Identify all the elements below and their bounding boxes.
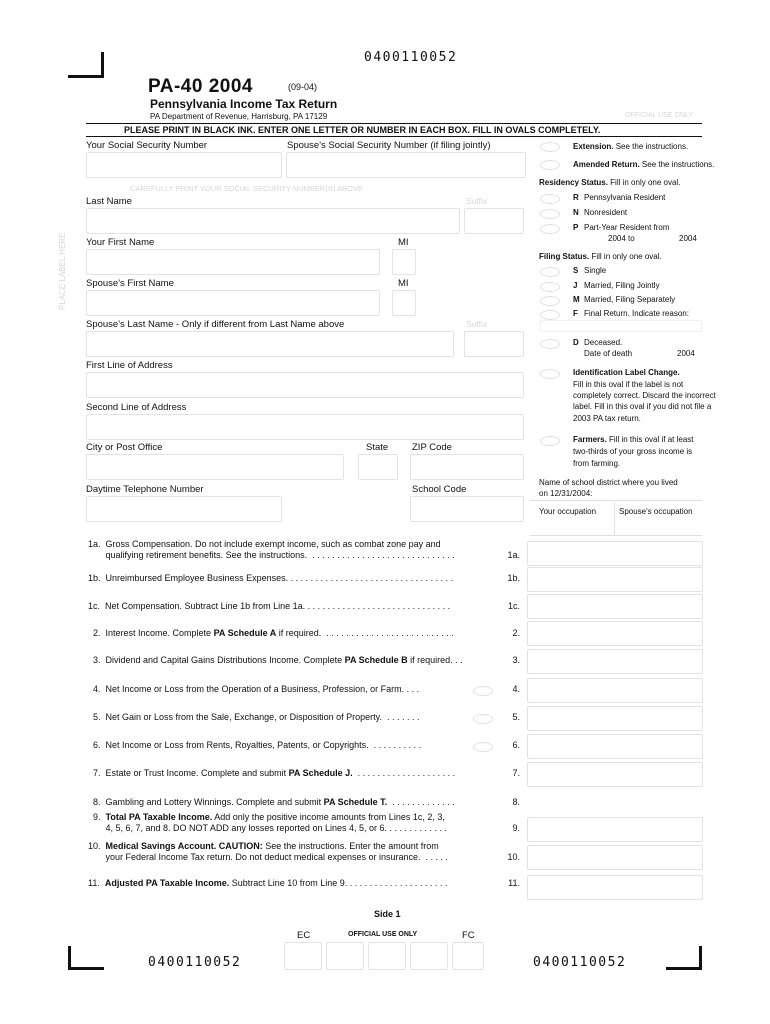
form-title: Pennsylvania Income Tax Return xyxy=(150,97,338,111)
income-line-amount-input[interactable] xyxy=(527,621,703,646)
income-line-12 xyxy=(88,841,520,863)
id-label-change-title: Identification Label Change. xyxy=(573,368,680,377)
income-line-1 xyxy=(88,539,520,561)
income-line-11 xyxy=(88,812,520,834)
income-line-number: 7. xyxy=(512,768,520,778)
spouse-first-name-label: Spouse's First Name xyxy=(86,278,174,289)
income-line-text: 1b. Unreimbursed Employee Business Expenses. . . . . . . . . . . . . . . . . . . . . . . . . . . . . . . . . . xyxy=(88,573,454,583)
income-line-amount-input[interactable] xyxy=(527,817,703,842)
fc-box xyxy=(452,942,484,970)
income-line-number: 3. xyxy=(512,655,520,665)
barcode-bottom-right: 0400110052 xyxy=(533,955,627,970)
occupation-bottom-rule xyxy=(530,535,702,536)
id-label-change-oval[interactable] xyxy=(540,369,560,379)
filing-s-oval[interactable] xyxy=(540,267,560,277)
registration-mark-top-left xyxy=(68,52,104,78)
department-address: PA Department of Revenue, Harrisburg, PA 17129 xyxy=(150,112,328,121)
school-district-line1: Name of school district where you lived xyxy=(539,478,678,487)
id-label-change-line3: label. Fill in this oval if you did not file a xyxy=(573,402,712,411)
zip-input[interactable] xyxy=(410,454,524,480)
first-name-input[interactable] xyxy=(86,249,380,275)
income-line-9 xyxy=(88,768,520,779)
residency-n-letter: N xyxy=(573,208,579,217)
date-of-death-year: 2004 xyxy=(677,349,695,358)
income-line-number: 1a. xyxy=(507,550,520,560)
income-line-number: 2. xyxy=(512,628,520,638)
income-line-13 xyxy=(88,878,520,889)
phone-input[interactable] xyxy=(86,496,282,522)
spouse-occupation-label: Spouse's occupation xyxy=(619,507,693,516)
income-line-amount-input[interactable] xyxy=(527,734,703,759)
spouse-suffix-label: Suffix xyxy=(466,319,488,329)
income-line-6 xyxy=(88,684,520,695)
school-district-line2: on 12/31/2004: xyxy=(539,489,593,498)
id-label-change-line2: completely correct. Discard the incorrect xyxy=(573,391,716,400)
barcode-bottom-left: 0400110052 xyxy=(148,955,242,970)
residency-title: Residency Status. xyxy=(539,178,608,187)
header-rule xyxy=(86,123,702,124)
official-use-boxes xyxy=(284,942,484,970)
registration-mark-bottom-left xyxy=(68,946,104,970)
income-line-text: 10. Medical Savings Account. CAUTION: See the instructions. Enter the amount from xyxy=(88,841,439,851)
mi-input[interactable] xyxy=(392,249,416,275)
ssn-input[interactable] xyxy=(86,152,282,178)
farmers-line3: from farming. xyxy=(573,459,621,468)
print-instruction: PLEASE PRINT IN BLACK INK. ENTER ONE LETTER OR NUMBER IN EACH BOX. FILL IN OVALS COMPLETELY. xyxy=(124,125,601,135)
official-box-2 xyxy=(368,942,406,970)
date-of-death-label: Date of death xyxy=(584,349,633,358)
farmers-line2: two-thirds of your gross income is xyxy=(573,447,693,456)
income-line-amount-input[interactable] xyxy=(527,845,703,870)
deceased-oval[interactable] xyxy=(540,339,560,349)
registration-mark-bottom-right xyxy=(666,946,702,970)
farmers-text xyxy=(573,434,694,445)
income-line-amount-input[interactable] xyxy=(527,875,703,900)
instruction-rule xyxy=(86,136,702,137)
official-box-3 xyxy=(410,942,448,970)
income-line-10 xyxy=(88,797,520,808)
deceased-letter: D xyxy=(573,338,579,347)
spouse-ssn-input[interactable] xyxy=(286,152,526,178)
income-line-number: 10. xyxy=(507,852,520,862)
suffix-input[interactable] xyxy=(464,208,524,234)
income-line-text: 6. Net Income or Loss from Rents, Royalties, Patents, or Copyrights. . . . . . . . . . . xyxy=(88,740,422,750)
income-line-amount-input[interactable] xyxy=(527,567,703,592)
filing-s-label: Single xyxy=(584,266,607,275)
residency-r-label: Pennsylvania Resident xyxy=(584,193,666,202)
income-line-text: 2. Interest Income. Complete PA Schedule A if required. . . . . . . . . . . . . . . . . . . . . . . . . . . xyxy=(88,628,454,638)
spouse-mi-input[interactable] xyxy=(392,290,416,316)
income-line-text: 9. Total PA Taxable Income. Add only the positive income amounts from Lines 1c, 2, 3, xyxy=(88,812,445,822)
occupation-label: Your occupation xyxy=(539,507,597,516)
official-box-1 xyxy=(326,942,364,970)
income-line-text: 3. Dividend and Capital Gains Distributions Income. Complete PA Schedule B if required. . . xyxy=(88,655,463,665)
residency-r-oval[interactable] xyxy=(540,194,560,204)
state-input[interactable] xyxy=(358,454,398,480)
income-line-3 xyxy=(88,601,520,612)
income-line-8 xyxy=(88,740,520,751)
filing-title: Filing Status. xyxy=(539,252,590,261)
mi-label: MI xyxy=(398,237,409,248)
income-line-2 xyxy=(88,573,520,584)
farmers-line1: Fill in this oval if at least xyxy=(609,435,694,444)
farmers-oval[interactable] xyxy=(540,436,560,446)
ec-box xyxy=(284,942,322,970)
income-line-amount-input[interactable] xyxy=(527,762,703,787)
official-use-ghost: OFFICIAL USE ONLY xyxy=(625,112,694,119)
filing-j-letter: J xyxy=(573,281,578,290)
loss-oval[interactable] xyxy=(473,742,493,752)
amended-oval[interactable] xyxy=(540,160,560,170)
ssn-ghost-note: CAREFULLY PRINT YOUR SOCIAL SECURITY NUMBER(S) ABOVE xyxy=(130,184,363,193)
extension-title: Extension. xyxy=(573,142,614,151)
amended-text xyxy=(573,159,714,170)
filing-j-label: Married, Filing Jointly xyxy=(584,281,660,290)
income-line-text: 8. Gambling and Lottery Winnings. Complete and submit PA Schedule T. . . . . . . . . . . . . . xyxy=(88,797,455,807)
income-line-7 xyxy=(88,712,520,723)
final-return-reason-input[interactable] xyxy=(540,320,702,332)
extension-oval[interactable] xyxy=(540,142,560,152)
deceased-label: Deceased. xyxy=(584,338,623,347)
last-name-label: Last Name xyxy=(86,196,132,207)
income-line-text-continued: your Federal Income Tax return. Do not deduct medical expenses or insurance. . . . . . xyxy=(88,852,449,862)
residency-n-label: Nonresident xyxy=(584,208,628,217)
income-line-number: 9. xyxy=(512,823,520,833)
amended-title: Amended Return. xyxy=(573,160,640,169)
form-id: PA-40 2004 xyxy=(148,76,253,97)
side-label: Side 1 xyxy=(374,909,401,919)
spouse-last-name-label: Spouse's Last Name - Only if different from Last Name above xyxy=(86,319,345,330)
filing-m-letter: M xyxy=(573,295,580,304)
school-code-input[interactable] xyxy=(410,496,524,522)
income-line-text: 4. Net Income or Loss from the Operation of a Business, Profession, or Farm. . . . xyxy=(88,684,420,694)
filing-f-letter: F xyxy=(573,309,578,318)
filing-f-oval[interactable] xyxy=(540,310,560,320)
residency-note: Fill in only one oval. xyxy=(610,178,681,187)
ssn-label: Your Social Security Number xyxy=(86,140,208,151)
income-line-number: 1c. xyxy=(507,601,520,611)
address2-input[interactable] xyxy=(86,414,524,440)
income-line-number: 11. xyxy=(508,878,520,888)
first-name-label: Your First Name xyxy=(86,237,155,248)
barcode-top: 0400110052 xyxy=(364,50,458,65)
income-line-number: 6. xyxy=(512,740,520,750)
spouse-ssn-label: Spouse's Social Security Number (if filing jointly) xyxy=(287,140,491,151)
occupation-divider xyxy=(614,503,615,535)
address1-input[interactable] xyxy=(86,372,524,398)
extension-text xyxy=(573,141,688,152)
id-label-change-line1: Fill in this oval if the label is not xyxy=(573,380,684,389)
spouse-first-name-input[interactable] xyxy=(86,290,380,316)
form-revision: (09-04) xyxy=(288,82,318,92)
residency-n-oval[interactable] xyxy=(540,209,560,219)
residency-p-letter: P xyxy=(573,223,579,232)
filing-heading xyxy=(539,251,662,262)
phone-label: Daytime Telephone Number xyxy=(86,484,204,495)
filing-note: Fill in only one oval. xyxy=(591,252,662,261)
income-line-text: 11. Adjusted PA Taxable Income. Subtract Line 10 from Line 9. . . . . . . . . . . . . . . . . . . . . xyxy=(88,878,448,888)
farmers-title: Farmers. xyxy=(573,435,607,444)
state-label: State xyxy=(366,442,389,453)
ec-label: EC xyxy=(297,930,311,941)
income-line-number: 1b. xyxy=(507,573,520,583)
filing-s-letter: S xyxy=(573,266,579,275)
residency-p-oval[interactable] xyxy=(540,224,560,234)
income-line-amount-input[interactable] xyxy=(527,541,703,566)
income-line-amount-input[interactable] xyxy=(527,706,703,731)
id-label-change-line4: 2003 PA tax return. xyxy=(573,414,641,423)
fc-label: FC xyxy=(462,930,475,941)
filing-j-oval[interactable] xyxy=(540,282,560,292)
loss-oval[interactable] xyxy=(473,686,493,696)
filing-f-label: Final Return. Indicate reason: xyxy=(584,309,689,318)
loss-oval[interactable] xyxy=(473,714,493,724)
income-line-text: 1a. Gross Compensation. Do not include exempt income, such as combat zone pay and xyxy=(88,539,441,549)
income-line-number: 5. xyxy=(512,712,520,722)
filing-m-label: Married, Filing Separately xyxy=(584,295,676,304)
income-line-text-continued: 4, 5, 6, 7, and 8. DO NOT ADD any losses reported on Lines 4, 5, or 6. . . . . . . . . . . . . xyxy=(88,823,447,833)
residency-r-letter: R xyxy=(573,193,579,202)
label-here-note: PLACE LABEL HERE xyxy=(58,232,67,310)
filing-m-oval[interactable] xyxy=(540,296,560,306)
income-line-text: 1c. Net Compensation. Subtract Line 1b from Line 1a. . . . . . . . . . . . . . . . . . . . . . . . . . . . . . xyxy=(88,601,451,611)
last-name-input[interactable] xyxy=(86,208,460,234)
school-district-divider xyxy=(530,500,702,501)
suffix-label: Suffix xyxy=(466,196,488,206)
income-line-amount-input[interactable] xyxy=(527,649,703,674)
income-line-text: 5. Net Gain or Loss from the Sale, Exchange, or Disposition of Property. . . . . . . . xyxy=(88,712,420,722)
spouse-suffix-input[interactable] xyxy=(464,331,524,357)
spouse-last-name-input[interactable] xyxy=(86,331,454,357)
income-line-number: 8. xyxy=(512,797,520,807)
city-label: City or Post Office xyxy=(86,442,163,453)
residency-p-label: Part-Year Resident from xyxy=(584,223,670,232)
residency-heading xyxy=(539,177,680,188)
income-line-5 xyxy=(88,655,520,666)
city-input[interactable] xyxy=(86,454,344,480)
income-line-number: 4. xyxy=(512,684,520,694)
official-use-label: OFFICIAL USE ONLY xyxy=(348,931,418,938)
income-line-4 xyxy=(88,628,520,639)
residency-p-to: 2004 xyxy=(679,234,697,243)
address2-label: Second Line of Address xyxy=(86,402,187,413)
amended-note: See the instructions. xyxy=(641,160,715,169)
income-line-amount-input[interactable] xyxy=(527,678,703,703)
spouse-mi-label: MI xyxy=(398,278,409,289)
address1-label: First Line of Address xyxy=(86,360,173,371)
extension-note: See the instructions. xyxy=(615,142,689,151)
income-line-text-continued: qualifying retirement benefits. See the instructions. . . . . . . . . . . . . . . . . . . . . . . . . . . . . . xyxy=(88,550,455,560)
zip-label: ZIP Code xyxy=(412,442,452,453)
school-code-label: School Code xyxy=(412,484,467,495)
residency-p-from: 2004 to xyxy=(608,234,635,243)
income-line-amount-input[interactable] xyxy=(527,594,703,619)
income-line-text: 7. Estate or Trust Income. Complete and submit PA Schedule J. . . . . . . . . . . . . . . . . . . . . xyxy=(88,768,456,778)
